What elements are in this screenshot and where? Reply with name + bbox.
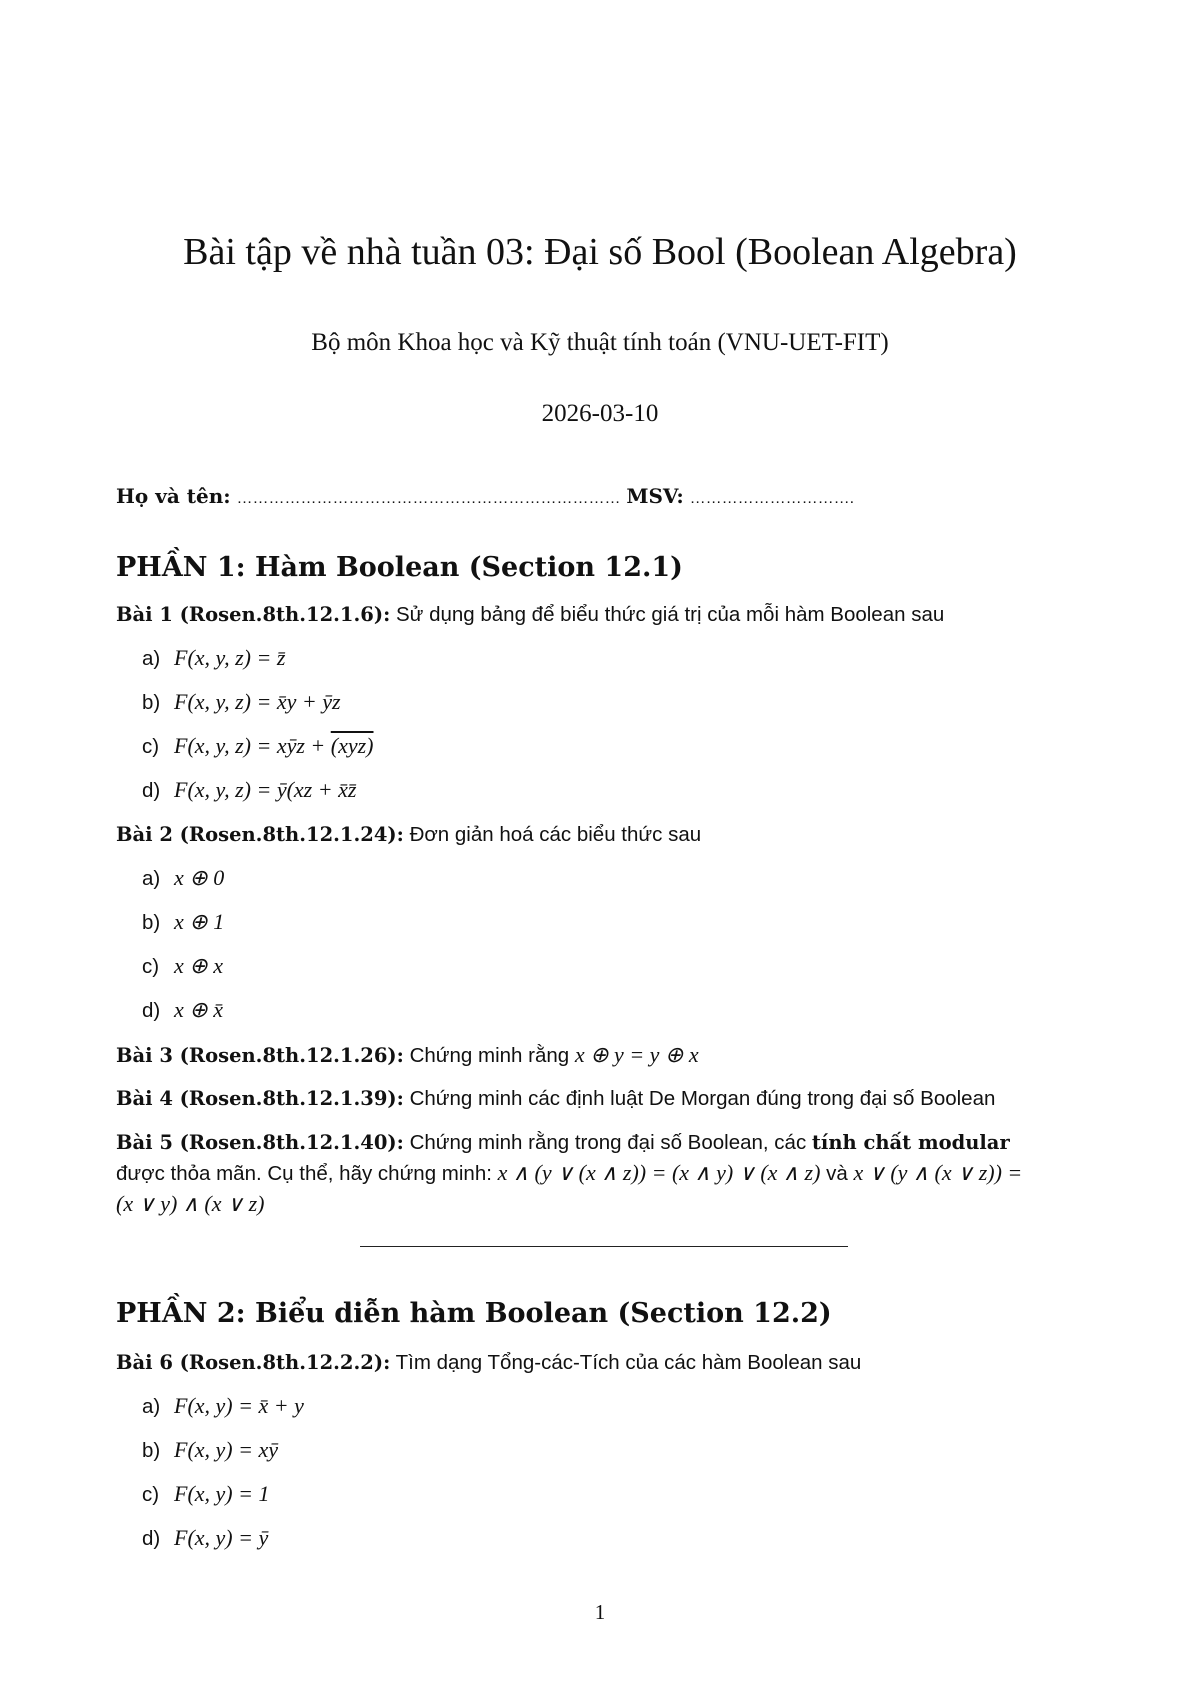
- problem-2-item-b: [142, 909, 224, 935]
- problem-2-text: Đơn giản hoá các biểu thức sau: [409, 823, 702, 846]
- item-label: b): [142, 911, 161, 934]
- item-expression: F(x, y, z) = xȳz +: [174, 733, 331, 758]
- item-label: a): [142, 1395, 161, 1418]
- problem-6-item-c: [142, 1481, 269, 1507]
- problem-1-label: Bài 1 (Rosen.8th.12.1.6):: [116, 603, 391, 626]
- problem-1-item-c: [142, 733, 374, 759]
- item-label: d): [142, 1527, 161, 1550]
- item-label: b): [142, 691, 161, 714]
- problem-2: [116, 820, 1096, 850]
- part1-heading: PHẦN 1: Hàm Boolean (Section 12.1): [116, 552, 683, 583]
- problem-5-text-cont: được thỏa mãn. Cụ thể, hãy chứng minh:: [116, 1162, 492, 1185]
- problem-4: [116, 1084, 1096, 1114]
- problem-6-label: Bài 6 (Rosen.8th.12.2.2):: [116, 1351, 391, 1374]
- problem-5-expression-3: (x ∨ y) ∧ (x ∨ z): [116, 1191, 265, 1216]
- item-label: c): [142, 955, 160, 978]
- item-expression: F(x, y) = ȳ: [174, 1525, 269, 1550]
- document-title: Bài tập về nhà tuần 03: Đại số Bool (Boolean Algebra): [183, 231, 1017, 273]
- problem-2-item-c: [142, 953, 223, 979]
- item-label: a): [142, 647, 161, 670]
- problem-3-expression: x ⊕ y = y ⊕ x: [574, 1042, 699, 1067]
- problem-1: [116, 600, 1096, 630]
- problem-6-item-d: [142, 1525, 268, 1551]
- problem-5-expression-2: x ∨ (y ∧ (x ∨ z)) =: [853, 1160, 1023, 1185]
- item-expression: x ⊕ 1: [174, 909, 225, 934]
- problem-5-bold-term: tính chất modular: [811, 1131, 1010, 1154]
- item-expression: F(x, y) = 1: [174, 1481, 270, 1506]
- name-blank: ………………………………………………………………: [236, 490, 621, 507]
- item-expression-negated: (xyz): [330, 733, 374, 758]
- item-expression: x ⊕ 0: [174, 865, 225, 890]
- problem-4-label: Bài 4 (Rosen.8th.12.1.39):: [116, 1087, 404, 1110]
- problem-5: [116, 1128, 1096, 1220]
- item-expression: F(x, y, z) = z̄: [174, 645, 286, 670]
- student-info-line: [116, 484, 854, 509]
- problem-2-item-d: [142, 997, 223, 1023]
- problem-6-item-a: [142, 1393, 304, 1419]
- document-date: 2026-03-10: [541, 400, 659, 427]
- item-expression: x ⊕ x: [174, 953, 223, 978]
- problem-5-text: Chứng minh rằng trong đại số Boolean, các: [409, 1131, 807, 1154]
- item-label: d): [142, 779, 161, 802]
- student-id-blank: ………………………….: [689, 490, 855, 507]
- item-label: c): [142, 1483, 160, 1506]
- problem-4-text: Chứng minh các định luật De Morgan đúng trong đại số Boolean: [409, 1087, 996, 1110]
- problem-3-label: Bài 3 (Rosen.8th.12.1.26):: [116, 1044, 404, 1067]
- name-label: Họ và tên:: [116, 484, 231, 508]
- item-label: c): [142, 735, 160, 758]
- problem-3: [116, 1040, 1096, 1071]
- item-label: d): [142, 999, 161, 1022]
- item-expression: x ⊕ x̄: [174, 997, 223, 1022]
- section-divider: [360, 1246, 848, 1247]
- student-id-label: MSV:: [626, 484, 684, 508]
- item-expression: F(x, y, z) = ȳ(xz + x̄z̄: [174, 777, 357, 802]
- problem-2-label: Bài 2 (Rosen.8th.12.1.24):: [116, 823, 404, 846]
- page-number: 1: [594, 1600, 606, 1624]
- problem-1-text: Sử dụng bảng để biểu thức giá trị của mỗi hàm Boolean sau: [395, 603, 945, 626]
- problem-1-item-b: [142, 689, 341, 715]
- problem-5-joiner: và: [826, 1162, 848, 1185]
- problem-6-item-b: [142, 1437, 278, 1463]
- item-expression: F(x, y) = x̄ + y: [174, 1393, 304, 1418]
- problem-5-label: Bài 5 (Rosen.8th.12.1.40):: [116, 1131, 404, 1154]
- document-subtitle: Bộ môn Khoa học và Kỹ thuật tính toán (VNU-UET-FIT): [311, 329, 889, 356]
- problem-1-item-a: [142, 645, 285, 671]
- problem-3-text: Chứng minh rằng: [409, 1044, 570, 1067]
- problem-5-expression-1: x ∧ (y ∨ (x ∧ z)) = (x ∧ y) ∨ (x ∧ z): [497, 1160, 821, 1185]
- problem-6: [116, 1348, 1096, 1378]
- problem-6-text: Tìm dạng Tổng-các-Tích của các hàm Boolean sau: [395, 1351, 862, 1374]
- problem-1-item-d: [142, 777, 356, 803]
- part2-heading: PHẦN 2: Biểu diễn hàm Boolean (Section 12.2): [116, 1298, 832, 1329]
- problem-2-item-a: [142, 865, 224, 891]
- item-label: a): [142, 867, 161, 890]
- item-expression: F(x, y) = xȳ: [174, 1437, 278, 1462]
- item-label: b): [142, 1439, 161, 1462]
- item-expression: F(x, y, z) = x̄y + ȳz: [174, 689, 341, 714]
